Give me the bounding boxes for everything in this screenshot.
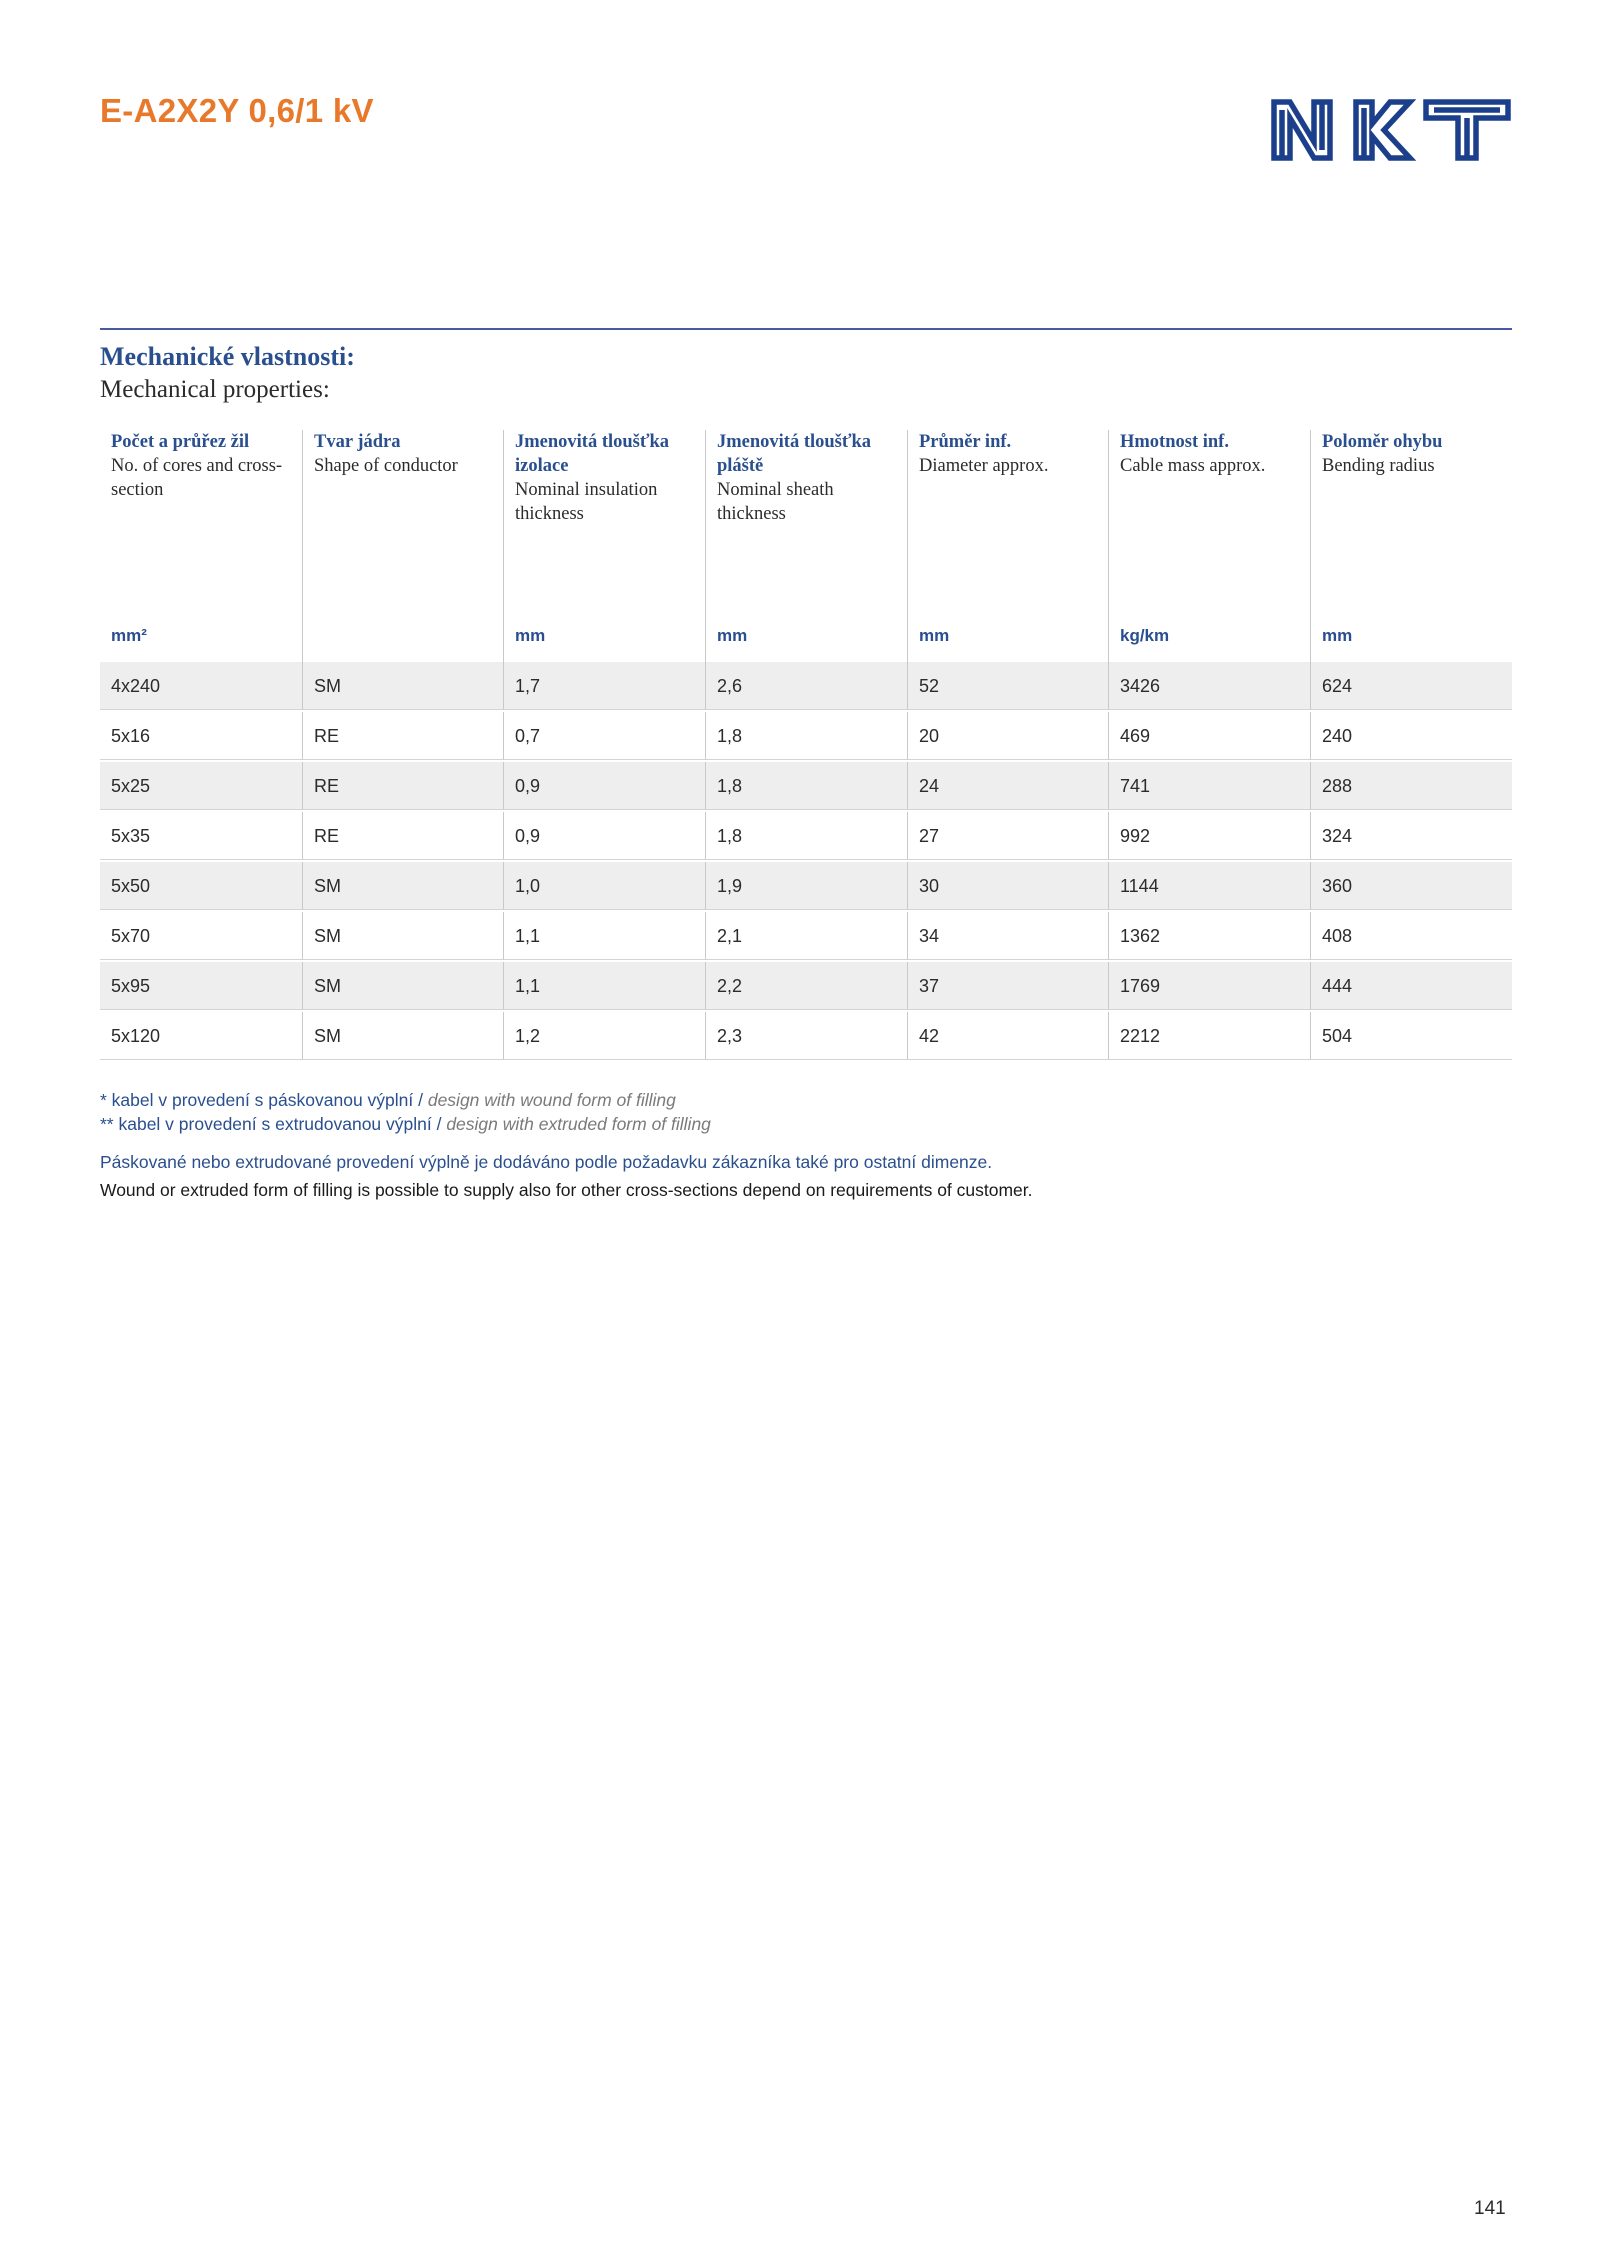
mechanical-properties-table — [100, 430, 1512, 1062]
unit-label: mm — [515, 626, 546, 645]
column-header: Poloměr ohybu Bending radius mm — [1310, 430, 1512, 662]
table-cell: 5x95 — [100, 962, 302, 1010]
table-cell: 0,9 — [503, 812, 705, 860]
table-cell: 1362 — [1108, 912, 1310, 960]
table-cell: 5x120 — [100, 1012, 302, 1060]
table-cell: SM — [302, 862, 503, 910]
table-cell: 444 — [1310, 962, 1512, 1010]
table-cell: 24 — [907, 762, 1108, 810]
table-cell: 2,2 — [705, 962, 907, 1010]
column-header: Jmenovitá tloušťka izolace Nominal insulation thickness mm — [503, 430, 705, 662]
table-row — [100, 862, 1512, 912]
unit-label: mm — [1322, 626, 1353, 645]
page-number: 141 — [1474, 2198, 1506, 2219]
table-cell: 5x70 — [100, 912, 302, 960]
table-body — [100, 662, 1512, 1062]
table-cell: 2,6 — [705, 662, 907, 710]
table-row — [100, 912, 1512, 962]
table-cell: 5x35 — [100, 812, 302, 860]
table-cell: 1,8 — [705, 812, 907, 860]
section-title-en: Mechanical properties: — [100, 376, 330, 403]
filling-note-cs: Páskované nebo extrudované provedení výplně je dodáváno podle požadavku zákazníka také pro ostatní dimenze. — [100, 1152, 993, 1172]
document-title: E-A2X2Y 0,6/1 kV — [100, 92, 374, 129]
column-header: Průměr inf. Diameter approx. mm — [907, 430, 1108, 662]
unit-label: kg/km — [1120, 626, 1170, 645]
table-cell: 1,1 — [503, 962, 705, 1010]
footnote: ** kabel v provedení s extrudovanou výplní / design with extruded form of filling — [100, 1114, 711, 1134]
footnote: * kabel v provedení s páskovanou výplní / design with wound form of filling — [100, 1090, 676, 1110]
table-cell: 4x240 — [100, 662, 302, 710]
table-cell: 5x16 — [100, 712, 302, 760]
table-cell: 0,7 — [503, 712, 705, 760]
table-header — [100, 430, 1512, 662]
table-cell: 34 — [907, 912, 1108, 960]
table-cell: 741 — [1108, 762, 1310, 810]
table-row — [100, 962, 1512, 1012]
table-cell: 1,8 — [705, 762, 907, 810]
table-cell: 992 — [1108, 812, 1310, 860]
table-cell: 1,7 — [503, 662, 705, 710]
nkt-logo — [1270, 98, 1512, 162]
table-cell: 240 — [1310, 712, 1512, 760]
table-cell: 504 — [1310, 1012, 1512, 1060]
table-cell: 2,1 — [705, 912, 907, 960]
table-cell: 1,0 — [503, 862, 705, 910]
table-cell: 27 — [907, 812, 1108, 860]
table-cell: 1,9 — [705, 862, 907, 910]
table-cell: 0,9 — [503, 762, 705, 810]
table-row — [100, 812, 1512, 862]
table-cell: 1769 — [1108, 962, 1310, 1010]
table-cell: SM — [302, 662, 503, 710]
table-cell: 469 — [1108, 712, 1310, 760]
table-cell: 5x25 — [100, 762, 302, 810]
column-header: Jmenovitá tloušťka pláště Nominal sheath thickness mm — [705, 430, 907, 662]
table-cell: 5x50 — [100, 862, 302, 910]
table-cell: 360 — [1310, 862, 1512, 910]
section-title-cs: Mechanické vlastnosti: — [100, 342, 355, 371]
filling-note-en: Wound or extruded form of filling is possible to supply also for other cross-sections depend on requirements of customer. — [100, 1180, 1033, 1200]
table-cell: 20 — [907, 712, 1108, 760]
table-cell: 324 — [1310, 812, 1512, 860]
unit-label: mm² — [111, 626, 147, 645]
table-cell: 2,3 — [705, 1012, 907, 1060]
table-cell: SM — [302, 912, 503, 960]
table-cell: 1144 — [1108, 862, 1310, 910]
table-cell: 30 — [907, 862, 1108, 910]
column-header: Tvar jádra Shape of conductor — [302, 430, 503, 662]
table-row — [100, 712, 1512, 762]
column-header: Počet a průřez žil No. of cores and cross-section mm² — [111, 432, 283, 645]
table-cell: RE — [302, 812, 503, 860]
table-cell: 1,2 — [503, 1012, 705, 1060]
table-cell: 2212 — [1108, 1012, 1310, 1060]
table-cell: RE — [302, 712, 503, 760]
unit-label: mm — [717, 626, 748, 645]
table-cell: 1,8 — [705, 712, 907, 760]
table-cell: 37 — [907, 962, 1108, 1010]
table-cell: SM — [302, 1012, 503, 1060]
table-cell: RE — [302, 762, 503, 810]
table-cell: 3426 — [1108, 662, 1310, 710]
table-cell: 52 — [907, 662, 1108, 710]
table-row — [100, 762, 1512, 812]
table-cell: 1,1 — [503, 912, 705, 960]
column-header: Hmotnost inf. Cable mass approx. kg/km — [1108, 430, 1310, 662]
table-cell: SM — [302, 962, 503, 1010]
table-cell: 42 — [907, 1012, 1108, 1060]
table-cell: 624 — [1310, 662, 1512, 710]
unit-label: mm — [919, 626, 950, 645]
section-divider — [100, 328, 1512, 330]
table-cell: 288 — [1310, 762, 1512, 810]
table-row — [100, 662, 1512, 712]
table-row — [100, 1012, 1512, 1062]
table-cell: 408 — [1310, 912, 1512, 960]
footnotes — [100, 1088, 711, 1136]
